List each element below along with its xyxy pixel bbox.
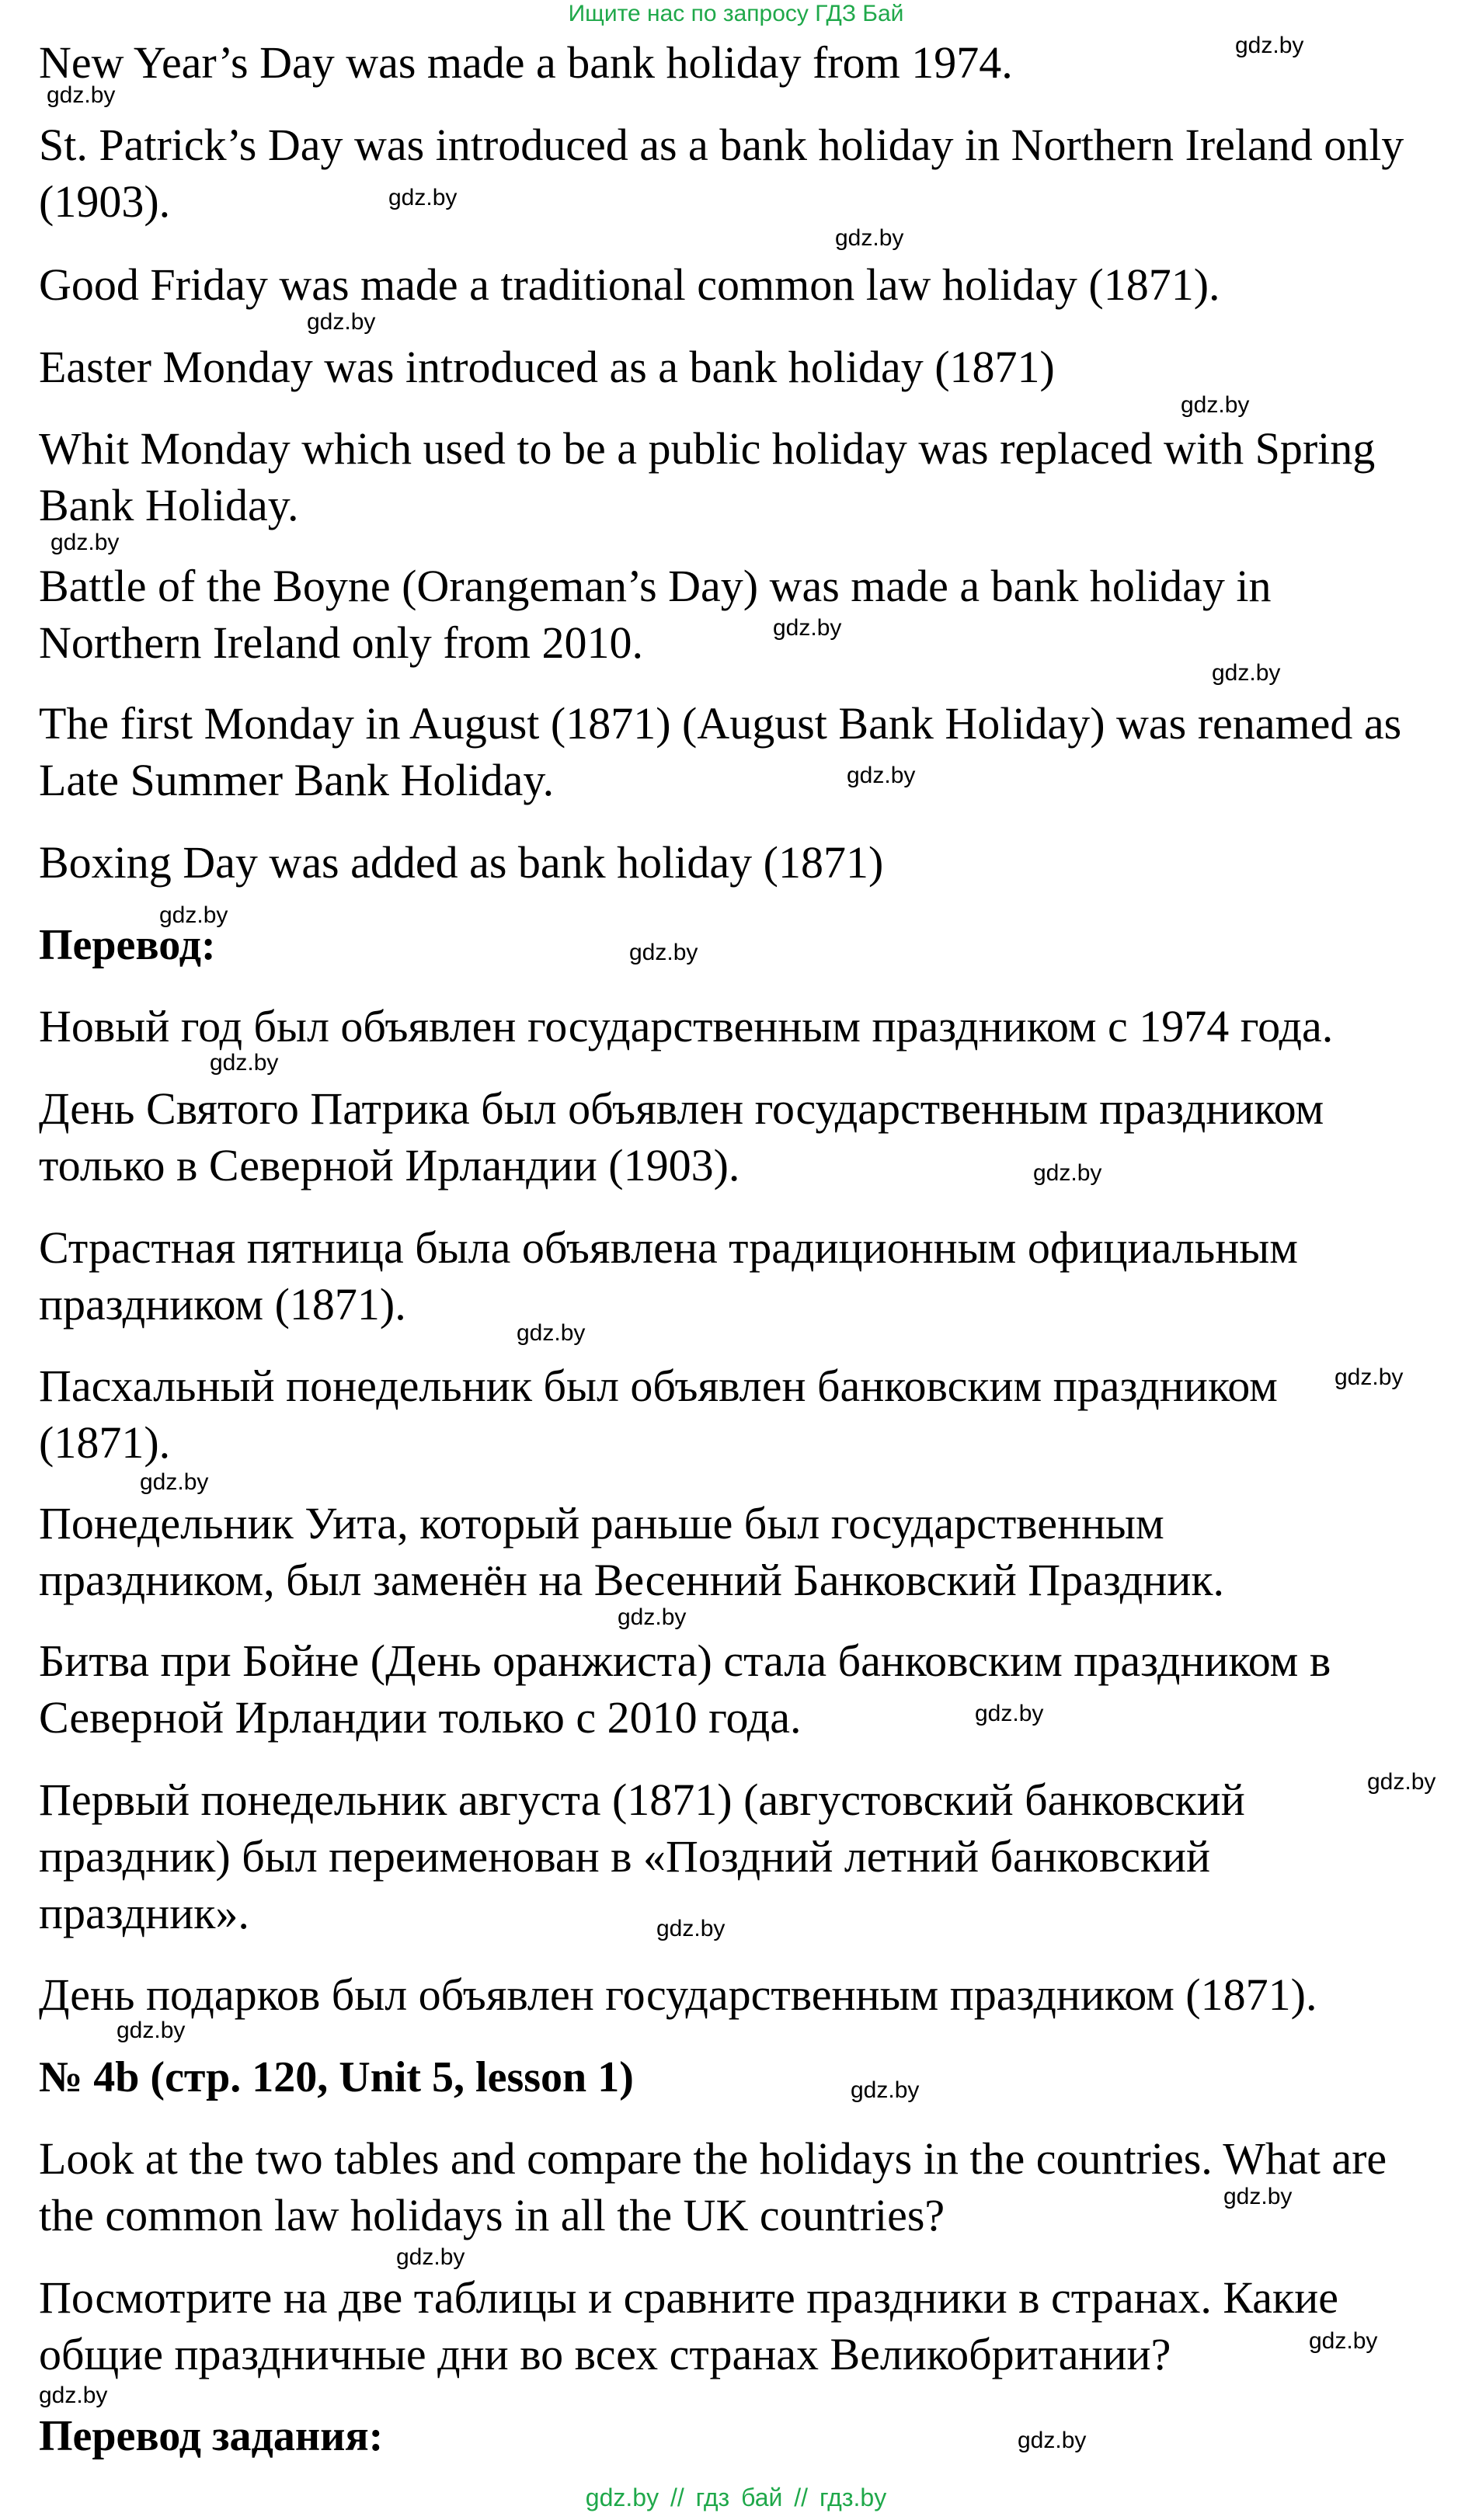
- english-paragraph-1: New Year’s Day was made a bank holiday from 1974.: [39, 37, 1013, 88]
- english-paragraph-2: St. Patrick’s Day was introduced as a bank holiday in Northern Ireland only (1903).: [39, 120, 1404, 227]
- watermark: gdz.by: [1335, 1364, 1404, 1390]
- watermark: gdz.by: [656, 1916, 726, 1941]
- watermark: gdz.by: [159, 902, 228, 928]
- footer-links[interactable]: gdz.by // гдз бай // гдз.by: [585, 2484, 887, 2511]
- watermark: gdz.by: [1018, 2428, 1087, 2453]
- russian-paragraph-3: Страстная пятница была объявлена традиционным официальным праздником (1871).: [39, 1222, 1298, 1330]
- russian-paragraph-4: Пасхальный понедельник был объявлен банковским праздником (1871).: [39, 1361, 1278, 1468]
- watermark: gdz.by: [388, 185, 458, 210]
- russian-paragraph-6: Битва при Бойне (День оранжиста) стала банковским праздником в Северной Ирландии только с 2010 года.: [39, 1635, 1331, 1743]
- exercise-heading: № 4b (стр. 120, Unit 5, lesson 1): [39, 2053, 634, 2101]
- task-russian: Посмотрите на две таблицы и сравните праздники в странах. Какие общие праздничные дни во всех странах Великобритании?: [39, 2272, 1338, 2379]
- english-paragraph-6: Battle of the Boyne (Orangeman’s Day) was made a bank holiday in Northern Ireland only from 2010.: [39, 561, 1272, 668]
- watermark: gdz.by: [851, 2077, 920, 2103]
- watermark: gdz.by: [39, 2383, 108, 2408]
- watermark: gdz.by: [1235, 33, 1304, 58]
- watermark: gdz.by: [847, 763, 916, 788]
- task-translation-heading: Перевод задания:: [39, 2412, 384, 2460]
- watermark: gdz.by: [1223, 2184, 1293, 2209]
- russian-paragraph-2: День Святого Патрика был объявлен государственным праздником только в Северной Ирландии (1903).: [39, 1083, 1324, 1190]
- watermark: gdz.by: [1367, 1769, 1436, 1795]
- watermark: gdz.by: [773, 615, 842, 641]
- russian-paragraph-5: Понедельник Уита, который раньше был государственным праздником, был заменён на Весенний Банковский Праздник.: [39, 1498, 1225, 1605]
- watermark: gdz.by: [629, 940, 698, 965]
- english-paragraph-4: Easter Monday was introduced as a bank holiday (1871): [39, 342, 1055, 392]
- watermark: gdz.by: [1212, 660, 1281, 686]
- task-english: Look at the two tables and compare the holidays in the countries. What are the common law holidays in all the UK countries?: [39, 2133, 1387, 2240]
- english-paragraph-5: Whit Monday which used to be a public holiday was replaced with Spring Bank Holiday.: [39, 423, 1376, 530]
- watermark: gdz.by: [50, 530, 120, 555]
- english-paragraph-7: The first Monday in August (1871) (August Bank Holiday) was renamed as Late Summer Bank Holiday.: [39, 698, 1402, 805]
- watermark: gdz.by: [1181, 392, 1250, 418]
- watermark: gdz.by: [517, 1320, 586, 1346]
- watermark: gdz.by: [975, 1701, 1044, 1726]
- watermark: gdz.by: [140, 1469, 209, 1495]
- watermark: gdz.by: [47, 82, 116, 108]
- russian-paragraph-7: Первый понедельник августа (1871) (августовский банковский праздник) был переименован в «Поздний летний банковский праздник».: [39, 1774, 1245, 1938]
- watermark: gdz.by: [835, 225, 904, 251]
- watermark: gdz.by: [117, 2018, 186, 2043]
- watermark: gdz.by: [1033, 1160, 1102, 1186]
- english-paragraph-8: Boxing Day was added as bank holiday (1871): [39, 837, 884, 888]
- watermark: gdz.by: [210, 1050, 279, 1076]
- russian-paragraph-1: Новый год был объявлен государственным праздником с 1974 года.: [39, 1001, 1334, 1051]
- russian-paragraph-8: День подарков был объявлен государственным праздником (1871).: [39, 1969, 1317, 2020]
- watermark: gdz.by: [307, 309, 376, 335]
- watermark: gdz.by: [618, 1604, 687, 1630]
- watermark: gdz.by: [1309, 2328, 1378, 2354]
- watermark: gdz.by: [396, 2244, 465, 2270]
- translation-heading: Перевод:: [39, 921, 216, 969]
- search-banner[interactable]: Ищите нас по запросу ГДЗ Бай: [568, 1, 904, 26]
- english-paragraph-3: Good Friday was made a traditional common law holiday (1871).: [39, 259, 1220, 310]
